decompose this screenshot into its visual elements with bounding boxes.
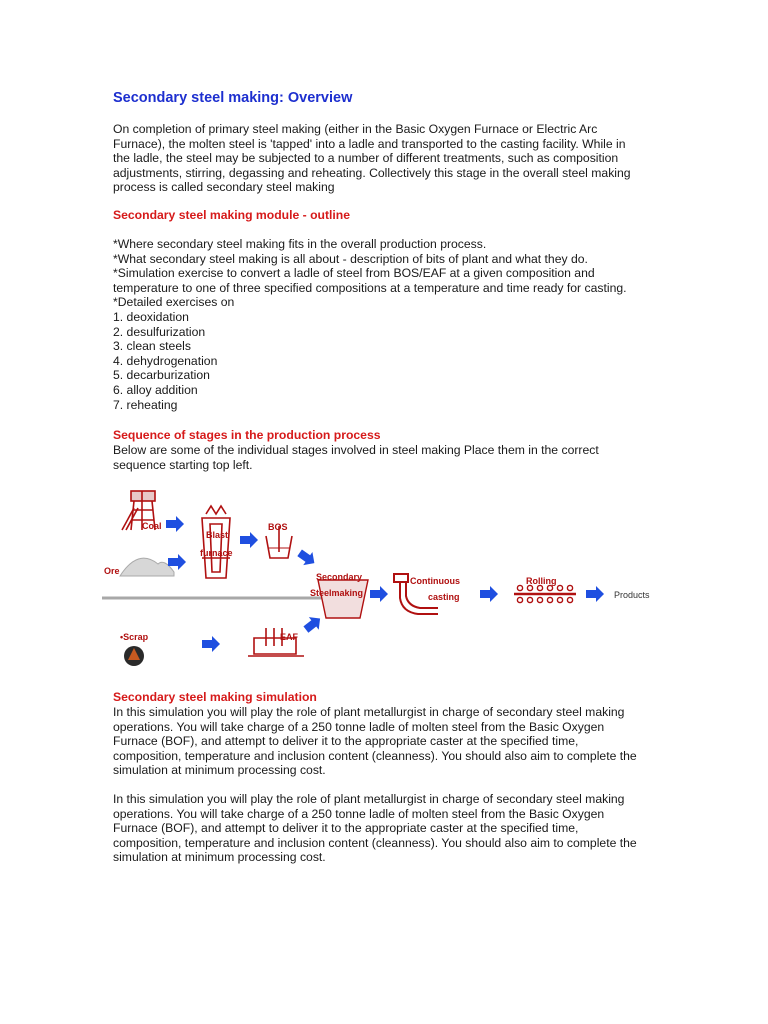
outline-line: *What secondary steel making is all about - description of bits of plant and what they do. [113, 251, 588, 266]
simulation-line: In this simulation you will play the role of plant metallurgist in charge of secondary steel making [113, 792, 625, 806]
blast-furnace-label-2: furnace [200, 548, 233, 558]
blast-furnace-label-1: Blast [206, 530, 229, 540]
continuous-label-1: Continuous [410, 576, 460, 586]
arrow-icon [166, 516, 184, 532]
ladle-icon [318, 580, 368, 618]
simulation-line: composition, temperature and inclusion content (cleanness). You should also aim to complete the [113, 835, 637, 850]
intro-line: On completion of primary steel making (either in the Basic Oxygen Furnace or Electric Arc [113, 122, 598, 136]
exercise-item: 1. deoxidation [113, 309, 189, 324]
exercise-item: 3. clean steels [113, 339, 191, 354]
page-title: Secondary steel making: Overview [113, 90, 353, 106]
outline-line: *Simulation exercise to convert a ladle of steel from BOS/EAF at a given composition and [113, 266, 595, 281]
rolling-mill-icon [514, 585, 576, 602]
intro-line: process is called secondary steel making [113, 180, 335, 195]
exercise-item: 5. decarburization [113, 368, 210, 383]
outline-line: *Detailed exercises on [113, 295, 235, 310]
simulation-line: Furnace (BOF), and attempt to deliver it to the appropriate caster at the specified time, [113, 734, 579, 749]
intro-paragraph [113, 122, 663, 195]
bos-label: BOS [268, 522, 288, 532]
intro-line: the ladle, the steel may be subjected to a number of different treatments, such as composition [113, 151, 619, 166]
simulation-line: Furnace (BOF), and attempt to deliver it to the appropriate caster at the specified time, [113, 821, 579, 836]
secondary-label-1: Secondary [316, 572, 363, 582]
blast-furnace-icon [202, 506, 230, 578]
exercise-item: 7. reheating [113, 397, 178, 412]
outline-line: *Where secondary steel making fits in the overall production process. [113, 237, 487, 251]
ore-pile-icon [120, 558, 174, 576]
scrap-icon [124, 646, 144, 666]
exercise-item: 2. desulfurization [113, 324, 206, 339]
sequence-line: Below are some of the individual stages involved in steel making Place them in the correct [113, 443, 599, 457]
arrow-icon [480, 586, 498, 602]
products-label: Products [614, 590, 650, 600]
simulation-paragraph-2 [113, 792, 663, 865]
arrow-icon [202, 636, 220, 652]
continuous-label-2: casting [428, 592, 460, 602]
simulation-line: operations. You will take charge of a 250 tonne ladle of molten steel from the Basic Oxygen [113, 719, 605, 734]
arrow-icon [240, 532, 258, 548]
arrow-icon [586, 586, 604, 602]
simulation-line: simulation at minimum processing cost. [113, 763, 326, 778]
scrap-label: •Scrap [120, 632, 149, 642]
exercise-item: 4. dehydrogenation [113, 353, 218, 368]
outline-line: temperature to one of three specified compositions at a temperature and time ready for casting. [113, 280, 627, 295]
eaf-label: EAF [280, 632, 298, 642]
intro-line: adjustments, stirring, degassing and reheating. Collectively this stage in the overall steel making [113, 165, 631, 180]
simulation-line: composition, temperature and inclusion content (cleanness). You should also aim to complete the [113, 748, 637, 763]
outline-list [113, 237, 663, 412]
outline-heading: Secondary steel making module - outline [113, 208, 351, 222]
sequence-heading: Sequence of stages in the production process [113, 428, 381, 442]
ore-label: Ore [104, 566, 120, 576]
simulation-heading: Secondary steel making simulation [113, 690, 317, 704]
simulation-paragraph-1 [113, 705, 663, 778]
arrow-icon [301, 612, 325, 636]
intro-line: Furnace), the molten steel is 'tapped' into a ladle and transported to the casting facility. While in [113, 136, 626, 151]
sequence-line: sequence starting top left. [113, 457, 253, 472]
rolling-label: Rolling [526, 576, 557, 586]
simulation-line: operations. You will take charge of a 250 tonne ladle of molten steel from the Basic Oxygen [113, 806, 605, 821]
sequence-text [113, 443, 663, 472]
exercise-item: 6. alloy addition [113, 382, 198, 397]
production-process-diagram [98, 488, 668, 676]
secondary-label-2: Steelmaking [310, 588, 364, 598]
arrow-icon [370, 586, 388, 602]
arrow-icon [295, 546, 319, 569]
coal-label: Coal [142, 521, 162, 531]
simulation-line: In this simulation you will play the role of plant metallurgist in charge of secondary steel making [113, 705, 625, 719]
simulation-line: simulation at minimum processing cost. [113, 850, 326, 865]
